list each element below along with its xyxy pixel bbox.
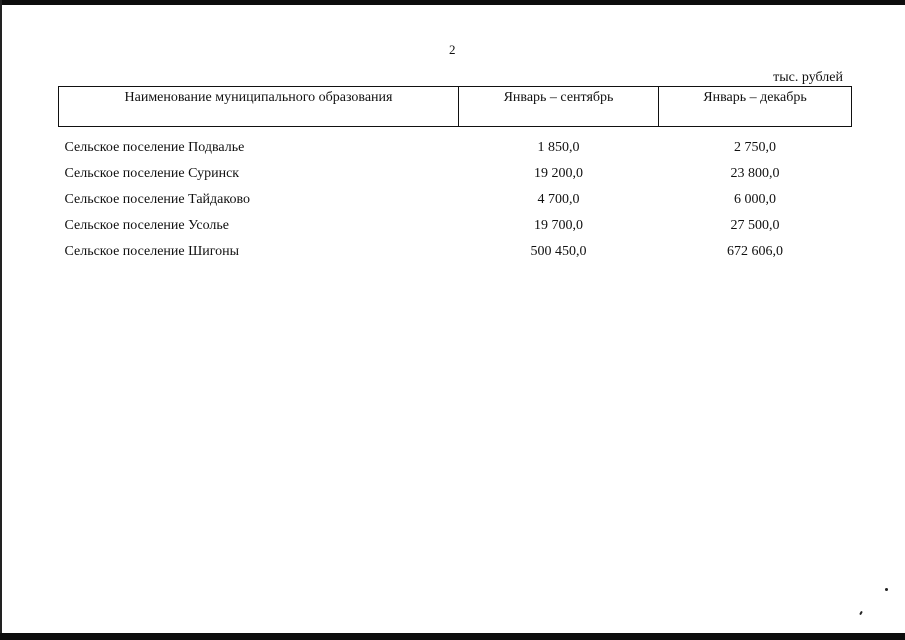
table-row — [59, 187, 852, 213]
jan-dec-value: 2 750,0 — [734, 140, 776, 155]
table-row — [59, 127, 852, 162]
jan-dec-value: 672 606,0 — [727, 244, 783, 259]
header-jan-sep: Январь – сентябрь — [459, 87, 659, 127]
municipality-name: Сельское поселение Суринск — [64, 166, 240, 181]
jan-dec-value: 27 500,0 — [730, 218, 780, 233]
header-municipality: Наименование муниципального образования — [59, 87, 459, 127]
units-label: тыс. рублей — [773, 70, 843, 85]
municipality-name: Сельское поселение Подвалье — [64, 140, 245, 155]
scan-speck — [859, 611, 863, 615]
scan-speck — [885, 588, 888, 591]
header-jan-dec: Январь – декабрь — [659, 87, 852, 127]
table-row — [59, 161, 852, 187]
municipality-name: Сельское поселение Шигоны — [64, 244, 240, 259]
jan-sep-value: 500 450,0 — [530, 244, 587, 259]
jan-sep-value: 19 700,0 — [534, 218, 583, 233]
municipality-name: Сельское поселение Тайдаково — [64, 192, 250, 207]
jan-dec-value: 23 800,0 — [730, 166, 780, 181]
page-number: 2 — [449, 42, 456, 57]
municipality-name: Сельское поселение Усолье — [64, 218, 229, 233]
table-row — [59, 213, 852, 239]
table-row — [59, 239, 852, 265]
scan-border-top — [0, 0, 905, 5]
jan-sep-value: 19 200,0 — [534, 166, 583, 181]
jan-sep-value: 4 700,0 — [537, 192, 580, 207]
data-table — [58, 86, 852, 265]
scan-border-left — [0, 0, 2, 640]
table-header-row — [59, 87, 852, 127]
jan-dec-value: 6 000,0 — [734, 192, 776, 207]
scan-border-bottom — [0, 633, 905, 640]
jan-sep-value: 1 850,0 — [537, 140, 580, 155]
